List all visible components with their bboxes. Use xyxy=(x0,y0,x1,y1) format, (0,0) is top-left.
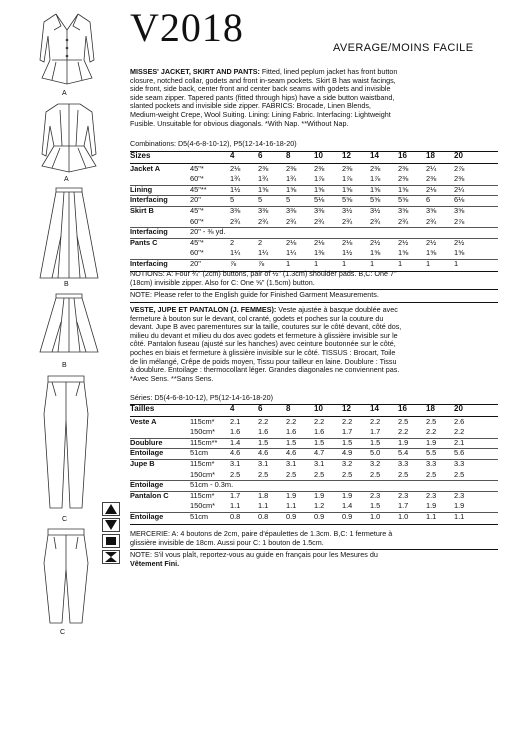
french-desc-line: fermeture à bouton sur le devant, col cranté, godets et poches sur la couture du xyxy=(130,313,384,323)
table-row xyxy=(130,196,498,204)
yardage-cell: 1.0 xyxy=(398,512,409,521)
yardage-cell: 1⅝ xyxy=(342,184,353,194)
yardage-cell: 1.7 xyxy=(230,490,241,500)
yardage-cell: 1⅝ xyxy=(370,248,381,258)
yardage-cell: 0.8 xyxy=(258,512,269,521)
width-cell: 51cm - 0.3m. xyxy=(190,480,234,490)
yardage-cell: 2⅜ xyxy=(370,163,381,173)
yardage-cell: 5 xyxy=(258,195,263,205)
nap-up-icon xyxy=(102,502,120,516)
garment-cell: Entoilage xyxy=(130,448,164,458)
difficulty-level: AVERAGE/MOINS FACILE xyxy=(333,42,474,54)
yardage-cell: 1½ xyxy=(342,248,353,258)
yardage-cell: 0.9 xyxy=(286,512,297,521)
yardage-cell: 2.2 xyxy=(314,416,325,426)
yardage-cell: 5 xyxy=(286,195,291,205)
french-desc-line: côté. Pantalon fuseau (ajusté sur les hanches) avec ceinture boutonnée sur le côté, xyxy=(130,339,396,349)
french-desc-line: devant. Jupe B avec parementures sur la taille, coutures sur le côté devant, côté dos, xyxy=(130,322,402,332)
yardage-cell: 1.9 xyxy=(286,490,297,500)
yardage-cell: 2⅞ xyxy=(454,216,465,226)
width-cell: 20" - ⅜ yd. xyxy=(190,227,226,237)
english-description xyxy=(130,68,498,128)
english-combinations: Combinations: D5(4-6-8-10-12), P5(12-14-16-18-20) xyxy=(130,139,297,148)
pants-c-front-sketch xyxy=(40,374,92,512)
french-desc-line: de lin mélangé, Crêpe de poids moyen, Tissu pour tailleur en laine. Doublure : Tissu xyxy=(130,356,397,366)
yardage-cell: 1⅝ xyxy=(454,248,465,258)
garment-cell: Jupe B xyxy=(130,459,155,468)
yardage-cell: 2.5 xyxy=(426,416,437,426)
yardage-cell: 1.5 xyxy=(370,437,381,447)
garment-cell: Interfacing xyxy=(130,227,168,237)
yardage-cell: 1.5 xyxy=(314,437,325,447)
table-row xyxy=(130,207,498,215)
width-cell: 45"* xyxy=(190,237,204,247)
yardage-cell: 2.5 xyxy=(398,416,409,426)
yardage-cell: 1.7 xyxy=(398,501,409,511)
yardage-cell: 1.9 xyxy=(314,490,325,500)
yardage-cell: 1⅜ xyxy=(314,248,325,258)
width-cell: 150cm* xyxy=(190,501,216,511)
yardage-cell: 1.7 xyxy=(370,427,381,437)
yardage-cell: 1.9 xyxy=(454,501,465,511)
figure-label-a-back: A xyxy=(64,176,69,183)
table-row xyxy=(130,492,498,500)
yardage-cell: 2⅜ xyxy=(342,163,353,173)
size-header: 10 xyxy=(314,151,323,160)
table-row xyxy=(130,228,498,236)
french-title: VESTE, JUPE ET PANTALON (J. FEMMES): xyxy=(130,305,277,314)
yardage-cell: 1.8 xyxy=(258,490,269,500)
yardage-cell: 4.6 xyxy=(286,448,297,458)
english-title: MISSES' JACKET, SKIRT AND PANTS: xyxy=(130,67,260,76)
yardage-cell: 2.1 xyxy=(230,416,241,426)
french-desc-line: Veste ajustée à basque doublée avec xyxy=(278,305,398,314)
section-divider xyxy=(130,302,498,303)
width-cell: 20" xyxy=(190,259,201,268)
yardage-cell: 1.1 xyxy=(454,512,465,521)
width-cell: 60"* xyxy=(190,248,204,258)
size-header: 18 xyxy=(426,151,435,160)
garment-cell: Pants C xyxy=(130,237,158,247)
english-notions xyxy=(130,270,498,287)
table-row xyxy=(130,260,498,268)
yardage-cell: 2.1 xyxy=(454,437,465,447)
yardage-cell: 1 xyxy=(426,259,431,268)
yardage-cell: 5.0 xyxy=(370,448,381,458)
yardage-cell: 1⅞ xyxy=(342,174,353,184)
yardage-cell: 2.3 xyxy=(370,490,381,500)
yardage-cell: 1⅞ xyxy=(370,174,381,184)
size-header: 6 xyxy=(258,404,263,413)
yardage-cell: 1 xyxy=(370,259,375,268)
yardage-cell: 6 xyxy=(426,195,431,205)
yardage-cell: 2¼ xyxy=(454,184,465,194)
yardage-cell: 2⅜ xyxy=(398,174,409,184)
yardage-cell: 1⅝ xyxy=(258,184,269,194)
yardage-cell: 2½ xyxy=(454,237,465,247)
garment-cell: Veste A xyxy=(130,416,157,426)
yardage-cell: 1 xyxy=(398,259,403,268)
pattern-code: V2018 xyxy=(130,5,244,50)
table-row xyxy=(130,460,498,468)
yardage-cell: 2¾ xyxy=(342,216,353,226)
yardage-cell: 2.5 xyxy=(286,469,297,479)
yardage-cell: 1.6 xyxy=(230,427,241,437)
yardage-cell: 2.2 xyxy=(370,416,381,426)
french-description xyxy=(130,306,498,383)
yardage-cell: 1⅝ xyxy=(314,184,325,194)
yardage-cell: 2⅛ xyxy=(230,163,241,173)
sizes-label: Tailles xyxy=(130,404,155,413)
french-series: Séries: D5(4-6-8-10-12), P5(12-14-16-18-20) xyxy=(130,393,274,402)
yardage-cell: 1.5 xyxy=(370,501,381,511)
yardage-cell: 1.5 xyxy=(342,437,353,447)
yardage-cell: ⅞ xyxy=(230,259,237,268)
yardage-cell: 1.4 xyxy=(342,501,353,511)
size-header: 6 xyxy=(258,151,263,160)
yardage-cell: 1¼ xyxy=(258,248,269,258)
size-header: 20 xyxy=(454,404,463,413)
yardage-cell: 1.1 xyxy=(286,501,297,511)
yardage-cell: 3⅝ xyxy=(398,206,409,215)
yardage-cell: 1¼ xyxy=(286,248,297,258)
yardage-cell: 0.8 xyxy=(230,512,241,521)
table-row xyxy=(130,502,498,510)
width-cell: 51cm xyxy=(190,448,209,458)
yardage-cell: 3.1 xyxy=(314,459,325,468)
yardage-cell: 1.9 xyxy=(426,437,437,447)
yardage-cell: 1.1 xyxy=(230,501,241,511)
size-header: 4 xyxy=(230,404,235,413)
yardage-cell: 2.2 xyxy=(398,427,409,437)
yardage-cell: 0.9 xyxy=(342,512,353,521)
fusible-icon xyxy=(102,534,120,548)
yardage-cell: 5⅛ xyxy=(314,195,325,205)
yardage-cell: 1.9 xyxy=(426,501,437,511)
yardage-cell: 1⅝ xyxy=(426,248,437,258)
width-cell: 115cm* xyxy=(190,490,215,500)
yardage-cell: 1⅝ xyxy=(370,184,381,194)
width-cell: 51cm xyxy=(190,512,209,521)
jacket-a-front-sketch xyxy=(30,10,104,88)
jacket-a-back-sketch xyxy=(34,100,104,178)
yardage-cell: 3.1 xyxy=(230,459,241,468)
yardage-cell: 2.2 xyxy=(286,416,297,426)
note-line: Vêtement Fini. xyxy=(130,558,180,568)
mercerie-line: glissière invisible de 18cm. Aussi pour C: 1 bouton de 1.5cm. xyxy=(130,537,324,547)
yardage-cell: 1.6 xyxy=(258,427,269,437)
table-row xyxy=(130,428,498,436)
table-row xyxy=(130,439,498,447)
size-header: 12 xyxy=(342,404,351,413)
width-cell: 115cm* xyxy=(190,459,215,468)
size-header: 4 xyxy=(230,151,235,160)
french-desc-line: *Avec Sens. **Sans Sens. xyxy=(130,373,214,383)
yardage-cell: 2.2 xyxy=(426,427,437,437)
french-desc-line: poches en biais et fermeture à glissière invisible sur le côté. TISSUS : Brocart, Toile xyxy=(130,347,396,357)
garment-cell: Skirt B xyxy=(130,206,154,215)
yardage-cell: 2.5 xyxy=(454,469,465,479)
yardage-cell: 6⅛ xyxy=(454,195,465,205)
french-desc-line: milieu du devant et milieu du dos avec godets et fermeture à glissière invisible sur le xyxy=(130,330,398,340)
yardage-cell: 2⅜ xyxy=(398,163,409,173)
size-header: 14 xyxy=(370,404,379,413)
yardage-cell: 2⅜ xyxy=(258,163,269,173)
yardage-cell: 1 xyxy=(454,259,459,268)
yardage-cell: 1 xyxy=(342,259,347,268)
garment-cell: Jacket A xyxy=(130,163,161,173)
size-header: 14 xyxy=(370,151,379,160)
yardage-cell: 2⅜ xyxy=(286,163,297,173)
french-mercerie xyxy=(130,530,498,547)
width-cell: 150cm* xyxy=(190,469,216,479)
yardage-cell: 2.5 xyxy=(426,469,437,479)
figure-label-b-front: B xyxy=(64,281,69,288)
yardage-cell: 1⅝ xyxy=(398,248,409,258)
english-desc-line: Fitted, lined peplum jacket has front button xyxy=(261,67,398,76)
yardage-cell: 3.3 xyxy=(454,459,465,468)
table-row xyxy=(130,449,498,457)
table-row xyxy=(130,471,498,479)
yardage-cell: 1.9 xyxy=(342,490,353,500)
yardage-cell: 2½ xyxy=(370,237,381,247)
yardage-cell: 2.2 xyxy=(258,416,269,426)
table-row xyxy=(130,218,498,226)
english-desc-line: side front, side back, center front and center back seams with godets and invisible xyxy=(130,84,391,94)
french-note xyxy=(130,551,498,568)
table-row xyxy=(130,249,498,257)
yardage-cell: 3.1 xyxy=(286,459,297,468)
yardage-cell: 1¾ xyxy=(258,174,269,184)
yardage-cell: 4.7 xyxy=(314,448,325,458)
figure-label-b-back: B xyxy=(62,362,67,369)
garment-cell: Doublure xyxy=(130,437,163,447)
yardage-cell: 5⅝ xyxy=(370,195,381,205)
figure-label-c-back: C xyxy=(60,629,66,636)
yardage-cell: 3⅝ xyxy=(426,206,437,215)
yardage-cell: 2⅛ xyxy=(342,237,353,247)
yardage-cell: 1.1 xyxy=(258,501,269,511)
skirt-b-front-sketch xyxy=(34,186,104,282)
yardage-cell: 2.5 xyxy=(342,469,353,479)
yardage-cell: 4.9 xyxy=(342,448,353,458)
yardage-cell: 3.3 xyxy=(426,459,437,468)
yardage-cell: 5.4 xyxy=(398,448,409,458)
yardage-cell: 1¼ xyxy=(230,248,241,258)
garment-cell: Interfacing xyxy=(130,195,168,205)
yardage-cell: 1¾ xyxy=(286,174,297,184)
yardage-cell: 3.1 xyxy=(258,459,269,468)
english-desc-line: side seam zipper. Tapered pants (fitted through hips) have a side button waistband, xyxy=(130,92,395,102)
yardage-cell: 2.2 xyxy=(454,427,465,437)
garment-cell: Lining xyxy=(130,184,153,194)
garment-cell: Pantalon C xyxy=(130,490,169,500)
yardage-cell: 3⅜ xyxy=(258,206,269,215)
skirt-b-back-sketch xyxy=(34,292,104,356)
yardage-cell: 1.4 xyxy=(230,437,241,447)
yardage-cell: 1.1 xyxy=(426,512,437,521)
yardage-cell: 2⅞ xyxy=(454,163,465,173)
width-cell: 115cm* xyxy=(190,416,215,426)
yardage-cell: 2.3 xyxy=(398,490,409,500)
yardage-cell: 1⅞ xyxy=(314,174,325,184)
yardage-cell: 2½ xyxy=(426,237,437,247)
yardage-cell: 1.0 xyxy=(370,512,381,521)
garment-cell: Entoilage xyxy=(130,512,164,521)
yardage-cell: 2 xyxy=(230,237,235,247)
yardage-cell: 3⅜ xyxy=(314,206,325,215)
table-row xyxy=(130,418,498,426)
english-desc-line: Medium-weight Crepe, Wool Suiting. Lining: Lining Fabric. Interfacing: Lightweight xyxy=(130,109,391,119)
yardage-cell: 2¾ xyxy=(398,216,409,226)
yardage-cell: 4.6 xyxy=(258,448,269,458)
yardage-cell: 2¾ xyxy=(230,216,241,226)
mercerie-line: MERCERIE: A: 4 boutons de 2cm, paire d'épaulettes de 1.3cm. B,C: 1 fermeture à xyxy=(130,529,393,538)
table-row xyxy=(130,165,498,173)
size-header: 8 xyxy=(286,151,291,160)
yardage-cell: 5.6 xyxy=(454,448,465,458)
width-cell: 45"** xyxy=(190,184,207,194)
yardage-cell: 2.5 xyxy=(258,469,269,479)
sizes-label: Sizes xyxy=(130,151,151,160)
notions-line: NOTIONS: A: Four ¾" (2cm) buttons, pair of ½" (1.3cm) shoulder pads. B,C: One 7" xyxy=(130,269,397,278)
yardage-cell: 3.2 xyxy=(342,459,353,468)
notions-line: (18cm) invisible zipper. Also for C: One ⅝" (1.5cm) button. xyxy=(130,277,315,287)
table-row xyxy=(130,481,498,489)
size-header: 10 xyxy=(314,404,323,413)
hourglass-icon xyxy=(102,550,120,564)
english-note: NOTE: Please refer to the English guide for Finished Garment Measurements. xyxy=(130,290,379,299)
size-header: 8 xyxy=(286,404,291,413)
yardage-cell: 4.6 xyxy=(230,448,241,458)
width-cell: 45"* xyxy=(190,206,204,215)
yardage-cell: 2.5 xyxy=(370,469,381,479)
yardage-cell: 1 xyxy=(286,259,291,268)
yardage-cell: 1⅝ xyxy=(286,184,297,194)
width-cell: 115cm** xyxy=(190,437,218,447)
yardage-cell: 1.7 xyxy=(342,427,353,437)
yardage-cell: 1⅝ xyxy=(398,184,409,194)
yardage-cell: 3.2 xyxy=(370,459,381,468)
table-row xyxy=(130,239,498,247)
sizes-header-row xyxy=(130,405,498,413)
yardage-cell: 2.3 xyxy=(454,490,465,500)
yardage-cell: 3.3 xyxy=(398,459,409,468)
yardage-cell: 1.6 xyxy=(314,427,325,437)
yardage-cell: 1.5 xyxy=(258,437,269,447)
width-cell: 150cm* xyxy=(190,427,216,437)
yardage-cell: 3⅜ xyxy=(286,206,297,215)
table-row xyxy=(130,513,498,521)
note-line: NOTE: S'il vous plaît, reportez-vous au guide en français pour les Mesures du xyxy=(130,550,378,559)
yardage-cell: 2¾ xyxy=(426,216,437,226)
size-header: 18 xyxy=(426,404,435,413)
yardage-cell: 2.3 xyxy=(426,490,437,500)
yardage-cell: 5⅝ xyxy=(398,195,409,205)
yardage-cell: 1½ xyxy=(230,184,241,194)
width-cell: 60"* xyxy=(190,174,204,184)
yardage-cell: 2¼ xyxy=(426,163,437,173)
garment-cell: Entoilage xyxy=(130,480,164,490)
yardage-cell: 3½ xyxy=(342,206,353,215)
yardage-cell: 5 xyxy=(230,195,235,205)
pants-c-back-sketch xyxy=(40,527,92,627)
sizes-header-row xyxy=(130,152,498,160)
size-header: 12 xyxy=(342,151,351,160)
size-header: 20 xyxy=(454,151,463,160)
yardage-cell: 5.5 xyxy=(426,448,437,458)
yardage-cell: 1.9 xyxy=(398,437,409,447)
yardage-cell: 2⅜ xyxy=(454,174,465,184)
width-cell: 45"* xyxy=(190,163,204,173)
yardage-cell: 1 xyxy=(314,259,319,268)
figure-label-a-front: A xyxy=(62,90,67,97)
table-bottom-rule xyxy=(130,524,498,525)
yardage-cell: 2½ xyxy=(398,237,409,247)
yardage-cell: 2¾ xyxy=(314,216,325,226)
yardage-cell: 2.5 xyxy=(314,469,325,479)
english-desc-line: Fusible. Unsuitable for obvious diagonals. *With Nap. **Without Nap. xyxy=(130,118,349,128)
yardage-cell: 2¾ xyxy=(286,216,297,226)
figure-label-c-front: C xyxy=(62,516,68,523)
yardage-cell: 2⅜ xyxy=(426,174,437,184)
yardage-cell: 2¾ xyxy=(370,216,381,226)
width-cell: 60"* xyxy=(190,216,204,226)
yardage-cell: 1.6 xyxy=(286,427,297,437)
english-desc-line: closure, notched collar, godets and front in-seam pockets. Skirt B has waist facings, xyxy=(130,75,396,85)
yardage-cell: 5⅝ xyxy=(342,195,353,205)
yardage-cell: 2⅜ xyxy=(314,163,325,173)
yardage-cell: 2⅛ xyxy=(426,184,437,194)
size-header: 16 xyxy=(398,151,407,160)
table-row xyxy=(130,175,498,183)
sketch-column xyxy=(0,0,128,741)
yardage-cell: 2.5 xyxy=(398,469,409,479)
yardage-cell: 2.2 xyxy=(342,416,353,426)
yardage-cell: 3⅜ xyxy=(230,206,241,215)
yardage-cell: 3⅝ xyxy=(454,206,465,215)
yardage-cell: 0.9 xyxy=(314,512,325,521)
width-cell: 20" xyxy=(190,195,201,205)
size-header: 16 xyxy=(398,404,407,413)
yardage-cell: 2.5 xyxy=(230,469,241,479)
nap-down-icon xyxy=(102,518,120,532)
yardage-cell: 2⅛ xyxy=(286,237,297,247)
french-desc-line: à doublure. Entoilage : thermocollant léger. Grandes diagonales ne conviennent pas. xyxy=(130,365,400,375)
yardage-cell: 2¾ xyxy=(258,216,269,226)
yardage-cell: 2.6 xyxy=(454,416,465,426)
yardage-cell: 2⅛ xyxy=(314,237,325,247)
yardage-cell: 1.5 xyxy=(286,437,297,447)
garment-cell: Interfacing xyxy=(130,259,168,268)
yardage-cell: 1.2 xyxy=(314,501,325,511)
english-desc-line: slanted pockets and invisible side zipper. FABRICS: Brocade, Linen Blends, xyxy=(130,101,371,111)
yardage-cell: 2 xyxy=(258,237,263,247)
yardage-cell: ⅞ xyxy=(258,259,265,268)
yardage-cell: 1¾ xyxy=(230,174,241,184)
table-row xyxy=(130,186,498,194)
yardage-cell: 3½ xyxy=(370,206,381,215)
